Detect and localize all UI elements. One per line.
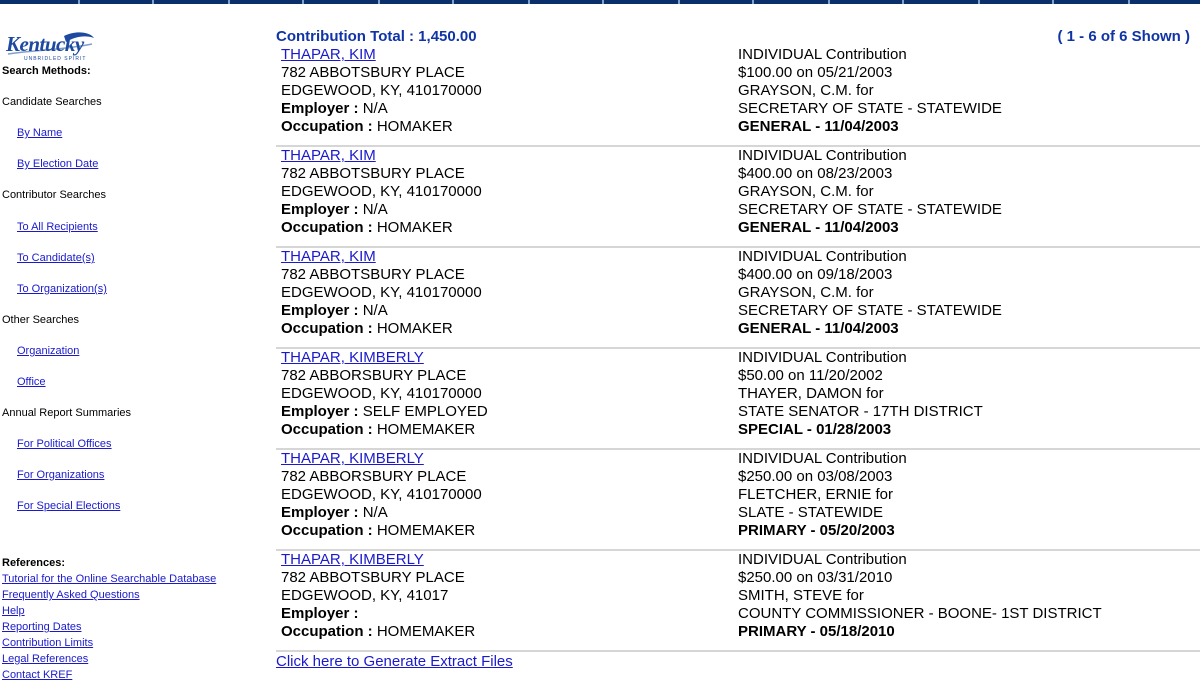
occupation-value: HOMAKER <box>376 320 453 337</box>
contributor-name-link[interactable]: THAPAR, KIM <box>281 248 376 265</box>
occupation-row <box>281 219 453 237</box>
election-info: GENERAL - 11/04/2003 <box>738 320 899 337</box>
sidebar-link-for-special-elections[interactable]: For Special Elections <box>17 500 121 512</box>
contribution-total: Contribution Total : 1,450.00 <box>276 28 477 45</box>
election-info: GENERAL - 11/04/2003 <box>738 219 899 236</box>
contributor-name-link[interactable]: THAPAR, KIMBERLY <box>281 551 424 568</box>
employer-value: N/A <box>362 504 388 521</box>
contribution-record <box>276 46 1200 147</box>
employer-label: Employer : <box>281 100 359 117</box>
references-heading: References: <box>2 557 65 569</box>
occupation-label: Occupation : <box>281 522 373 539</box>
sidebar-link-organization[interactable]: Organization <box>17 345 80 357</box>
occupation-value: HOMEMAKER <box>376 623 476 640</box>
candidate-searches-heading: Candidate Searches <box>2 96 102 108</box>
results-count: ( 1 - 6 of 6 Shown ) <box>1057 28 1190 45</box>
election-info: SPECIAL - 01/28/2003 <box>738 421 892 438</box>
other-searches-heading: Other Searches <box>2 314 80 326</box>
recipient-name: THAYER, DAMON for <box>738 385 884 402</box>
ref-link-faq[interactable]: Frequently Asked Questions <box>2 589 140 601</box>
contributor-address: 782 ABBORSBURY PLACE <box>281 367 467 384</box>
election-info: GENERAL - 11/04/2003 <box>738 118 899 135</box>
contribution-amount: $400.00 on 09/18/2003 <box>738 266 893 283</box>
occupation-row <box>281 522 475 540</box>
sidebar-link-for-organizations[interactable]: For Organizations <box>17 469 105 481</box>
contribution-amount: $50.00 on 11/20/2002 <box>738 367 883 384</box>
employer-row <box>281 201 388 219</box>
generate-extract-files-link[interactable]: Click here to Generate Extract Files <box>276 653 513 670</box>
recipient-name: GRAYSON, C.M. for <box>738 82 874 99</box>
recipient-office: COUNTY COMMISSIONER - BOONE- 1ST DISTRICT <box>738 605 1102 622</box>
contribution-type: INDIVIDUAL Contribution <box>738 450 907 467</box>
occupation-value: HOMEMAKER <box>376 421 476 438</box>
election-info: PRIMARY - 05/20/2003 <box>738 522 895 539</box>
annual-report-summaries-heading: Annual Report Summaries <box>2 407 132 419</box>
kentucky-logo[interactable] <box>4 30 96 64</box>
contributor-address: 782 ABBOTSBURY PLACE <box>281 569 465 586</box>
contributor-address: 782 ABBORSBURY PLACE <box>281 468 467 485</box>
contributor-name-link[interactable]: THAPAR, KIMBERLY <box>281 349 424 366</box>
contribution-record <box>276 147 1200 248</box>
employer-row <box>281 504 388 522</box>
contributor-address: 782 ABBOTSBURY PLACE <box>281 266 465 283</box>
occupation-label: Occupation : <box>281 219 373 236</box>
ref-link-help[interactable]: Help <box>2 605 25 617</box>
occupation-row <box>281 421 475 439</box>
contribution-amount: $250.00 on 03/31/2010 <box>738 569 893 586</box>
employer-value: N/A <box>362 201 388 218</box>
recipient-name: FLETCHER, ERNIE for <box>738 486 894 503</box>
contribution-type: INDIVIDUAL Contribution <box>738 349 907 366</box>
contribution-amount: $400.00 on 08/23/2003 <box>738 165 893 182</box>
contributor-name-link[interactable]: THAPAR, KIM <box>281 46 376 63</box>
occupation-label: Occupation : <box>281 320 373 337</box>
employer-value: N/A <box>362 100 388 117</box>
occupation-row <box>281 623 475 641</box>
contributor-name-link[interactable]: THAPAR, KIM <box>281 147 376 164</box>
contributor-searches-heading: Contributor Searches <box>2 189 106 201</box>
recipient-office: SECRETARY OF STATE - STATEWIDE <box>738 201 1002 218</box>
contribution-type: INDIVIDUAL Contribution <box>738 46 907 63</box>
recipient-name: GRAYSON, C.M. for <box>738 284 874 301</box>
employer-row <box>281 605 359 623</box>
ref-link-tutorial[interactable]: Tutorial for the Online Searchable Database <box>2 573 217 585</box>
sidebar-link-for-political-offices[interactable]: For Political Offices <box>17 438 112 450</box>
recipient-office: SECRETARY OF STATE - STATEWIDE <box>738 100 1002 117</box>
employer-value: N/A <box>362 302 388 319</box>
recipient-name: GRAYSON, C.M. for <box>738 183 874 200</box>
ref-link-reporting-dates[interactable]: Reporting Dates <box>2 621 82 633</box>
recipient-office: STATE SENATOR - 17TH DISTRICT <box>738 403 983 420</box>
contribution-record <box>276 450 1200 551</box>
occupation-label: Occupation : <box>281 421 373 438</box>
recipient-office: SLATE - STATEWIDE <box>738 504 884 521</box>
sidebar-link-by-election-date[interactable]: By Election Date <box>17 158 99 170</box>
search-methods-heading: Search Methods: <box>2 65 91 77</box>
occupation-label: Occupation : <box>281 623 373 640</box>
logo-wordmark: Kentucky <box>6 32 84 56</box>
contributor-city: EDGEWOOD, KY, 410170000 <box>281 385 482 402</box>
contributor-city: EDGEWOOD, KY, 410170000 <box>281 486 482 503</box>
contribution-amount: $250.00 on 03/08/2003 <box>738 468 893 485</box>
contributor-name-link[interactable]: THAPAR, KIMBERLY <box>281 450 424 467</box>
contributor-address: 782 ABBOTSBURY PLACE <box>281 165 465 182</box>
employer-value: SELF EMPLOYED <box>362 403 488 420</box>
contribution-record <box>276 349 1200 450</box>
occupation-row <box>281 320 453 338</box>
contribution-amount: $100.00 on 05/21/2003 <box>738 64 893 81</box>
contribution-type: INDIVIDUAL Contribution <box>738 551 907 568</box>
contribution-type: INDIVIDUAL Contribution <box>738 248 907 265</box>
logo-tagline: UNBRIDLED SPIRIT <box>24 56 87 62</box>
sidebar-link-to-organizations[interactable]: To Organization(s) <box>17 283 107 295</box>
election-info: PRIMARY - 05/18/2010 <box>738 623 895 640</box>
sidebar <box>0 0 270 681</box>
contributor-city: EDGEWOOD, KY, 410170000 <box>281 82 482 99</box>
sidebar-link-to-all-recipients[interactable]: To All Recipients <box>17 221 98 233</box>
occupation-row <box>281 118 453 136</box>
contributor-city: EDGEWOOD, KY, 410170000 <box>281 183 482 200</box>
contributor-city: EDGEWOOD, KY, 410170000 <box>281 284 482 301</box>
ref-link-contribution-limits[interactable]: Contribution Limits <box>2 637 94 649</box>
contributor-address: 782 ABBOTSBURY PLACE <box>281 64 465 81</box>
occupation-value: HOMAKER <box>376 219 453 236</box>
employer-label: Employer : <box>281 201 359 218</box>
occupation-value: HOMAKER <box>376 118 453 135</box>
ref-link-legal-references[interactable]: Legal References <box>2 653 89 665</box>
sidebar-link-office[interactable]: Office <box>17 376 46 388</box>
contribution-record <box>276 551 1200 652</box>
employer-row <box>281 403 488 421</box>
occupation-value: HOMEMAKER <box>376 522 476 539</box>
ref-link-contact-kref[interactable]: Contact KREF <box>2 669 73 681</box>
employer-label: Employer : <box>281 504 359 521</box>
recipient-name: SMITH, STEVE for <box>738 587 864 604</box>
recipient-office: SECRETARY OF STATE - STATEWIDE <box>738 302 1002 319</box>
record-divider <box>276 650 1200 652</box>
employer-row <box>281 100 388 118</box>
occupation-label: Occupation : <box>281 118 373 135</box>
sidebar-link-by-name[interactable]: By Name <box>17 127 63 139</box>
employer-label: Employer : <box>281 302 359 319</box>
sidebar-link-to-candidates[interactable]: To Candidate(s) <box>17 252 95 264</box>
contribution-type: INDIVIDUAL Contribution <box>738 147 907 164</box>
employer-row <box>281 302 388 320</box>
employer-label: Employer : <box>281 403 359 420</box>
employer-label: Employer : <box>281 605 359 622</box>
contribution-record <box>276 248 1200 349</box>
contributor-city: EDGEWOOD, KY, 41017 <box>281 587 449 604</box>
